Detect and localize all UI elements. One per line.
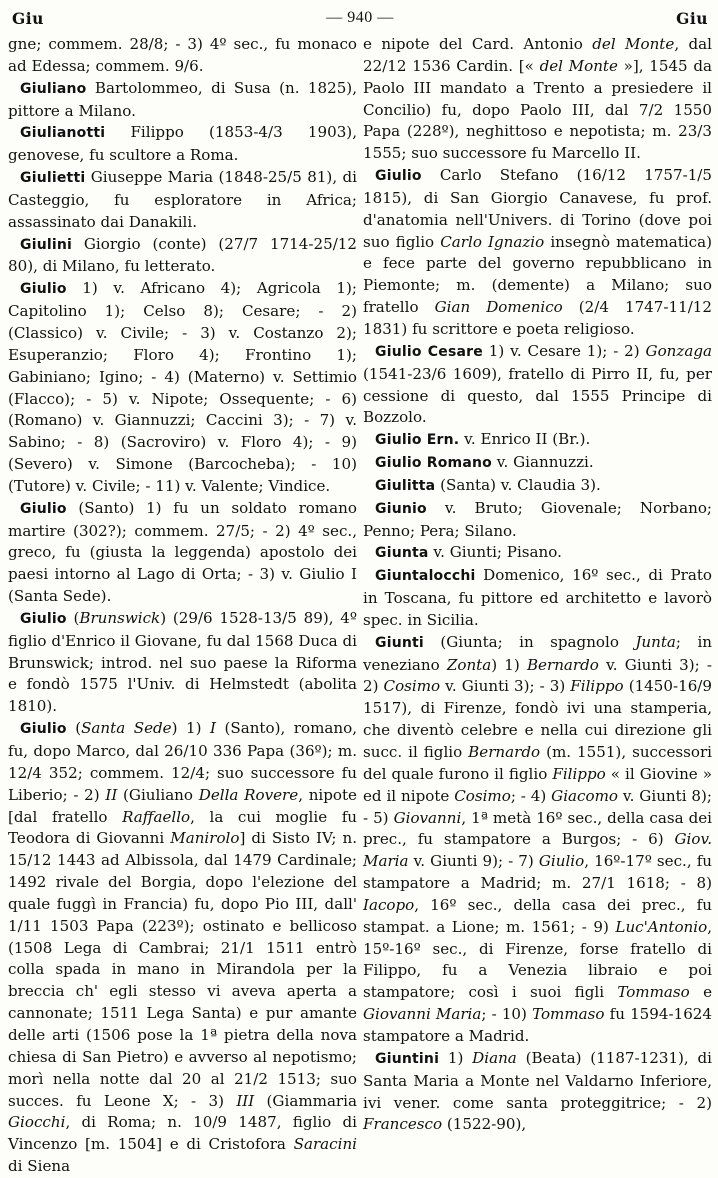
entry-italic-text: I [210,719,216,738]
dictionary-entry [363,542,712,565]
entry-text: Giuseppe Maria (1848-25/5 81), di Casteggio, fu esploratore in Africa; assassinato dai Danakili. [8,168,357,231]
dictionary-entry [8,167,357,234]
entry-headword: Giulianotti [20,125,106,142]
header-right-guideword: Giu [676,8,708,28]
entry-text: insegnò matematica) e fece parte del governo repubblicano in Piemonte; m. (demente) a Milano; suo fratello [363,232,712,317]
entry-italic-text: Saracini [293,1135,357,1154]
entry-headword: Giulio Cesare [375,343,483,360]
right-column [363,34,712,1178]
entry-text: , 16º-17º sec., fu stampatore a Madrid; m. 27/1 1618; - 8) [363,852,712,893]
entry-text: (Giammaria [254,1091,357,1110]
entry-text: v. Giunti; Pisano. [428,543,562,562]
dictionary-entry [8,234,357,279]
entry-italic-text: Bernardo [468,743,541,761]
entry-text: gne; commem. 28/8; - 3) 4º sec., fu monaco ad Edessa; commem. 9/6. [8,35,357,75]
entry-text: ] di Sisto IV; n. 15/12 1443 ad Albissola, dal 1479 Cardinale; 1492 rivale del Borgia, dopo l'elezione del quale fuggì in Francia) fu, dopo Pio III, dall' 1/11 1503 Papa (223º); ostinato e bellicoso (1508 Lega di Cambrai; 21/1 1511 entrò colla spada in mano in Mirandola per la breccia ch' egli stesso vi aveva aperta a cannonate; 1511 Lega Santa) e pur amante delle arti (1506 pose la 1ª pietra della nova chiesa di San Pietro) e avverso al nepotismo; morì nella notte dal 20 al 21/2 1513; suo succes. fu Leone X; - 3) [8,829,357,1110]
entry-text: e [689,983,713,1002]
entry-italic-text: III [236,1091,255,1110]
dictionary-entry [8,78,357,123]
entry-italic-text: Filippo [570,677,624,696]
entry-text: ) (29/6 1528-13/5 89), 4º figlio d'Enrico il Giovane, fu dal 1568 Duca di Brunswick; introd. nel suo paese la Riforma e fondò 1575 l'Univ. di Helmstedt (abolita 1810). [8,608,357,716]
entry-italic-text: Giov. Maria [363,830,712,871]
entry-text: di Siena [8,1157,71,1176]
entry-italic-text: Della Rovere [198,785,299,804]
entry-headword: Giunio [375,500,427,517]
entry-italic-text: Giulio [538,852,585,871]
dictionary-entry [363,1048,712,1136]
entry-headword: Giunti [375,634,424,651]
entry-text: « il Giovine » ed il nipote [363,764,713,805]
entry-italic-text: Brunswick [79,608,161,627]
entry-italic-text: Cosimo [383,677,441,696]
entry-italic-text: Luc'Antonio [615,917,708,936]
entry-italic-text: Giacomo [551,786,618,805]
page-number: — 940 — [326,9,394,26]
entry-headword: Giulitta [375,477,436,494]
entry-text: Domenico, 16º sec., di Prato in Toscana, fu pittore ed architetto e lavorò spec. in Sicilia. [363,566,712,629]
entry-italic-text: Bernardo [526,655,599,674]
entry-italic-text: Diana [472,1048,517,1067]
dictionary-entry [363,565,712,632]
entry-italic-text: Tommaso [617,983,690,1002]
entry-text: v. Enrico II (Br.). [459,430,591,449]
entry-italic-text: Giocchi [8,1113,66,1132]
entry-italic-text: Zonta [446,655,492,674]
dictionary-entry [8,498,357,608]
entry-italic-text: Raffaello [122,807,191,826]
entry-italic-text: Santa Sede [81,719,172,738]
header-left-guideword: Giu [12,8,44,28]
entry-text: v. Giannuzzi. [491,453,594,472]
dictionary-entry [8,278,357,497]
entry-italic-text: del Monte [539,56,618,75]
entry-text: v. Giunti 3); - 2) [363,655,713,696]
entry-italic-text: del Monte [592,35,675,53]
entry-text: ( [66,608,80,627]
entry-headword: Giuntini [375,1050,440,1067]
entry-italic-text: Giovanni [393,808,462,827]
entry-headword: Giulio [20,281,67,298]
entry-text: Carlo Stefano (16/12 1757-1/5 1815), di San Giorgio Canavese, fu prof. d'anatomia nell'Univers. di Torino (dove poi suo figlio [363,166,712,251]
entry-text: Giorgio (conte) (27/7 1714-25/12 80), di Milano, fu letterato. [8,234,357,276]
entry-text: (Santo), romano, fu, dopo Marco, dal 26/10 336 Papa (36º); m. 12/4 352; commem. 12/4; suo successore fu Liberio; - 2) [8,719,357,804]
entry-text: 1) v. Cesare 1); - 2) [482,341,646,360]
entry-italic-text: Junta [635,632,676,651]
entry-italic-text: II [105,785,118,804]
entry-text: fu 1594-1624 stampatore a Madrid. [363,1005,712,1045]
entry-headword: Giulini [20,236,73,253]
entry-text: Filippo (1853-4/3 1903), genovese, fu scultore a Roma. [8,123,357,165]
entry-continuation [8,34,357,78]
entry-headword: Giuntalocchi [375,568,476,585]
entry-text: v. Giunti 9); - 7) [408,852,539,871]
entry-text: »], 1545 da Paolo III mandato a Trento a presiedere il Concilio) fu, dopo Paolo III, dal 7/2 1550 Papa (228º), neghittoso e nepotista; m. 23/3 1555; suo successore fu Marcello II. [363,56,712,163]
entry-text: (Santo) 1) fu un soldato romano martire (302?); commem. 27/5; - 2) 4º sec., greco, fu (giusta la leggenda) apostolo dei paesi intorno al Lago di Orta; - 3) v. Giulio I (Santa Sede). [8,498,357,606]
entry-text: , 16º sec., della casa dei prec., fu stampat. a Lione; m. 1561; - 9) [363,895,712,936]
entry-italic-text: Manirolo [170,829,240,848]
entry-text: (1450-16/9 1517), di Firenze, fondò ivi una stamperia, che diventò celebre e nella cui direzione gli succ. il figlio [363,677,712,761]
dictionary-entry [363,498,712,543]
text-columns [8,34,712,1178]
entry-text: , 15º-16º sec., di Firenze, forse fratello di Filippo, fu a Venezia libraio e poi stampatore; così i suoi figli [363,917,712,1002]
entry-italic-text: Carlo Ignazio [440,232,545,251]
entry-text: 1) v. Africano 4); Agricola 1); Capitolino 1); Celso 8); Cesare; - 2) (Classico) v. Civile; - 3) v. Costanzo 2); Esuperanzio; Floro 4); Frontino 1); Gabiniano; Igino; - 4) (Materno) v. Settimio (Flacco); - 5) v. Nipote; Ossequente; - 6) (Romano) v. Giannuzzi; Caccini 3); - 7) v. Sabino; - 8) (Sacroviro) v. Floro 4); - 9) (Severo) v. Simone (Barcocheba); - 10) (Tutore) v. Civile; - 11) v. Valente; Vindice. [8,279,357,495]
entry-italic-text: Iacopo [363,895,415,914]
entry-text: Bartolommeo, di Susa (n. 1825), pittore a Milano. [8,78,357,120]
entry-headword: Giuliano [20,80,87,97]
entry-headword: Giulietti [20,170,86,187]
entry-italic-text: Giovanni Maria [363,1005,482,1024]
entry-text: ) 1) [491,655,527,674]
entry-headword: Giulio [20,721,67,738]
entry-text: (Beata) (1187-1231), di Santa Maria a Monte nel Valdarno Inferiore, ivi vener. come santa proteggitrice; - 2) [363,1048,713,1112]
dictionary-entry [363,475,712,498]
entry-headword: Giulio [20,500,67,517]
entry-text: ; in veneziano [363,632,712,674]
page-header [12,6,708,30]
entry-text: ; - 4) [510,786,552,805]
entry-text: ) 1) [171,719,210,738]
entry-text: , nipote [dal fratello [8,785,357,826]
dictionary-entry [8,608,357,718]
entry-text: (Giunta; in spagnolo [423,632,636,651]
entry-headword: Giulio [20,610,67,627]
dictionary-entry [363,165,712,341]
entry-text: (1541-23/6 1609), fratello di Pirro II, fu, per cessione di questo, dal 1555 Principe di Bozzolo. [363,364,712,427]
entry-text: v. Bruto; Giovenale; Norbano; Penno; Pera; Silano. [363,498,712,540]
entry-headword: Giulio Romano [375,455,492,472]
entry-text: ; - 10) [481,1005,533,1024]
dictionary-entry [363,632,712,1048]
dictionary-entry [363,341,712,429]
entry-text: (m. 1551), successori del quale furono il figlio [363,743,712,783]
entry-italic-text: Francesco [363,1115,443,1134]
entry-text: (Giuliano [117,785,199,804]
entry-text: (1522-90), [442,1115,527,1134]
entry-text: (Santa) v. Claudia 3). [435,475,601,494]
entry-text: , di Roma; n. 10/9 1487, figlio di Vincenzo [m. 1504] e di Cristofora [8,1113,357,1154]
entry-text: , la cui moglie fu Teodora di Giovanni [8,807,357,848]
entry-continuation [363,34,712,165]
entry-text: ( [66,719,82,738]
entry-text: (2/4 1747-11/12 1831) fu scrittore e poeta religioso. [363,298,712,338]
entry-text: 1) [439,1048,473,1067]
entry-text: , dal 22/12 1536 Cardin. [« [363,35,712,75]
left-column [8,34,357,1178]
entry-text: e nipote del Card. Antonio [363,35,593,53]
entry-headword: Giulio Ern. [375,432,460,449]
entry-italic-text: Tommaso [532,1005,605,1024]
entry-italic-text: Cosimo [454,786,511,805]
dictionary-entry [8,718,357,1178]
entry-text: , 1ª metà 16º sec., della casa dei prec., fu stampatore a Burgos; - 6) [363,808,712,849]
entry-headword: Giulio [375,168,422,185]
entry-italic-text: Filippo [552,764,606,783]
entry-italic-text: Gonzaga [645,341,712,360]
entry-italic-text: Gian Domenico [434,298,563,317]
entry-headword: Giunta [375,545,429,562]
dictionary-entry [363,429,712,452]
dictionary-entry [8,122,357,167]
entry-text: v. Giunti 8); - 5) [363,786,712,827]
entry-text: v. Giunti 3); - 3) [440,677,571,696]
dictionary-entry [363,452,712,475]
